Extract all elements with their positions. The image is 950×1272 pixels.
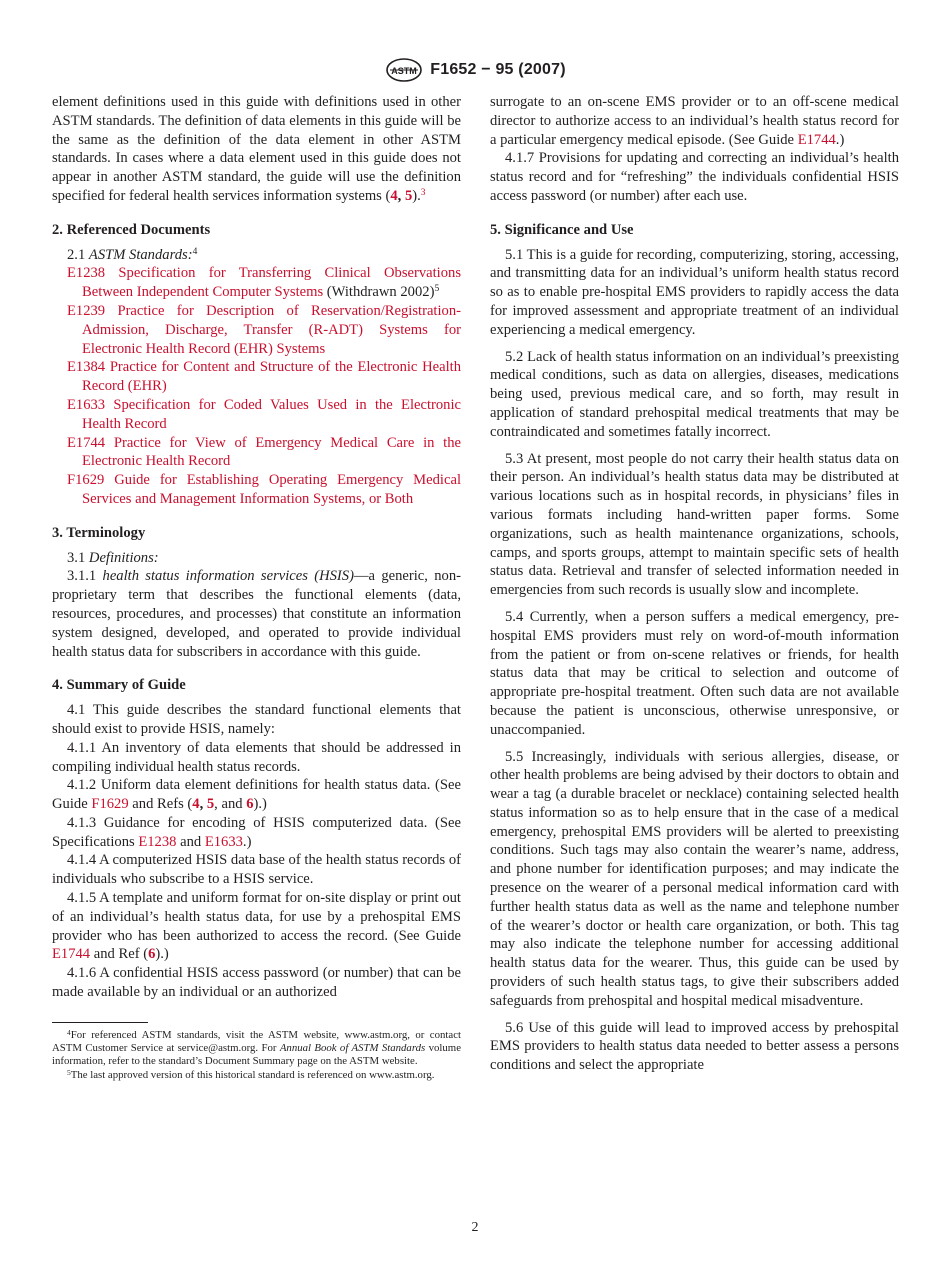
ref-list-item	[52, 396, 461, 434]
section-3-1: 3.1 Definitions:	[67, 549, 159, 566]
ref-list-item	[52, 434, 461, 472]
std-link-f1629[interactable]: F1629	[91, 796, 129, 813]
section-5-2: 5.2 Lack of health status information on an individual’s preexisting medical conditions, such as data on allergies, diseases, medications being used, previous medical care, and so forth, may result in application of standard prehospital medical treatments that may be contraindicated and sometimes fatally incorrect.	[490, 348, 899, 440]
ref-link-6[interactable]: 6	[148, 946, 156, 963]
std-link-e1744[interactable]: E1744	[797, 131, 836, 148]
ref-title-link[interactable]: Practice for Content and Structure of the Electronic Health Record (EHR)	[82, 359, 461, 395]
section-3-1-1: 3.1.1 health status information services (HSIS)—a generic, non-proprietary term that describes the functional elements (data, resources, procedures, and processes) that constitute an information system designed, developed, and operated to provide individual health status data for subscribers in accordance with this guide.	[52, 568, 461, 660]
left-column	[52, 93, 461, 1082]
ref-link-4[interactable]: 4	[390, 187, 398, 204]
ref-code-link[interactable]: E1384	[67, 359, 106, 376]
section-4-1-6: 4.1.6 A confidential HSIS access password (or number) that can be made available by an individual or an authorized	[52, 965, 461, 1001]
section-4-1-4: 4.1.4 A computerized HSIS data base of the health status records of individuals who subscribe to a HSIS service.	[52, 852, 461, 888]
standard-designation: F1652 − 95 (2007)	[430, 61, 566, 78]
section-5-3: 5.3 At present, most people do not carry their health status data on their person. An individual’s health status data may be distributed at various locations such as in hospital records, in physicians’ files in various formats including hand-written paper forms. Some organizations, such as health maintenance organizations, schools, camps, and sports groups, attempt to maintain specific sets of health status data. Retrieval and transfer of selected information needed in emergencies from such records is usually slow and incomplete.	[490, 450, 899, 599]
footnote-4: $^4$For referenced ASTM standards, visit the ASTM website, www.astm.org, or contact ASTM Customer Service at service@astm.org. For Annual Book of ASTM Standards volume information, refer to the standard’s Document Summary page on the ASTM website.	[52, 1027, 461, 1068]
ref-link-5[interactable]: 5	[206, 796, 215, 813]
ref-link-6[interactable]: 6	[246, 796, 254, 813]
ref-title-link[interactable]: Specification for Transferring Clinical Observations Between Independent Computer Systems	[82, 265, 461, 301]
ref-title-link[interactable]: Practice for View of Emergency Medical Care in the Electronic Health Record	[82, 434, 461, 470]
section-5-6: 5.6 Use of this guide will lead to improved access by prehospital EMS providers to health status data needed to better assess a persons conditions and select the appropriate	[490, 1019, 899, 1074]
page-header	[0, 56, 950, 89]
section-4-1-2: 4.1.2 Uniform data element definitions for health status data. (See Guide F1629 and Refs (4, 5, and 6).)	[52, 777, 461, 813]
std-link-e1633[interactable]: E1633	[204, 833, 243, 850]
ref-list-item	[52, 358, 461, 396]
ref-title-link[interactable]: Guide for Establishing Operating Emergency Medical Services and Management Information Systems, or Both	[82, 472, 461, 507]
std-link-e1744[interactable]: E1744	[52, 946, 91, 963]
right-column	[490, 93, 899, 1075]
ref-link-5[interactable]: 5	[404, 187, 413, 204]
section-3-heading: 3. Terminology	[52, 524, 146, 541]
section-4-heading: 4. Summary of Guide	[52, 677, 186, 694]
section-4-1-1: 4.1.1 An inventory of data elements that should be addressed in compiling individual health status records.	[52, 739, 461, 775]
ref-list-item	[52, 302, 461, 358]
ref-link-4[interactable]: 4	[192, 796, 200, 813]
page-number: 2	[471, 1220, 479, 1235]
section-5-4: 5.4 Currently, when a person suffers a medical emergency, pre-hospital EMS providers must rely on word-of-mouth information from the patient or from on-scene relatives or friends, for health status data that may be critical to selection and outcome of appropriate pre-hospital treatment. Often such data are not available because the patient is unconscious, otherwise unresponsive, or unaccompanied.	[490, 608, 899, 738]
ref-code-link[interactable]: E1744	[67, 434, 106, 451]
section-4-1-7: 4.1.7 Provisions for updating and correcting an individual’s health status record and for “refreshing” the individuals confidential HSIS access password (or number) after each use.	[490, 150, 899, 204]
ref-code-link[interactable]: F1629	[67, 472, 105, 489]
section-4-1: 4.1 This guide describes the standard functional elements that should exist to provide HSIS, namely:	[52, 702, 461, 737]
ref-list-item: E1238 Specification for Transferring Clinical Observations Between Independent Computer Systems (Withdrawn 2002)$^5$	[67, 265, 461, 301]
section-2-1: 2.1 ASTM Standards:$^4$	[67, 246, 198, 263]
astm-logo-icon	[384, 56, 424, 84]
section-4-1-3: 4.1.3 Guidance for encoding of HSIS computerized data. (See Specifications E1238 and E1633.)	[52, 814, 461, 850]
section-4-1-5: 4.1.5 A template and uniform format for on-site display or print out of an individual’s health status data, for use by a prehospital EMS provider who has been authorized to access the record. (See Guide E1744 and Ref (6).)	[52, 890, 461, 963]
ref-title-link[interactable]: Specification for Coded Values Used in the Electronic Health Record	[82, 396, 461, 432]
footnote-divider	[52, 1022, 148, 1023]
section-5-1: 5.1 This is a guide for recording, computerizing, storing, accessing, and transmitting data for an individual’s uniform health status record so as to enable pre-hospital EMS providers to rapidly access the data for improved assessment and appropriate treatment of an individual experiencing a medical emergency.	[490, 246, 899, 338]
ref-code-link[interactable]: E1633	[67, 396, 106, 413]
std-link-e1238[interactable]: E1238	[138, 833, 177, 850]
footnote-5: $^5$The last approved version of this historical standard is referenced on www.astm.org.	[67, 1067, 435, 1081]
section-2-heading: 2. Referenced Documents	[52, 221, 211, 238]
section-5-5: 5.5 Increasingly, individuals with serious allergies, disease, or other health problems are being advised by their doctors to obtain and wear a tag (a durable bracelet or necklace) containing selected health status information so as to help ensure that in the case of a medical emergency, prehospital EMS providers will be alerted to preexisting conditions. Such tags may also contain the wearer’s name, address, and phone number for identification purposes; and may indicate the presence on the wearer of a personal medical information card with further health status data as well as the name and telephone number of the wearer’s doctor or health care organization, or both. This tag may also indicate the telephone number for accessing additional health status data for the wearer. Thus, this guide can be used by providers of such health status tags, to give their subscribers added safeguards from prehospital and hospital medical misadventure.	[490, 748, 899, 1009]
section-5-heading: 5. Significance and Use	[490, 221, 634, 238]
intro-paragraph: element definitions used in this guide with definitions used in other ASTM standards. The definition of data elements in this guide will be the same as the definition of the data element in other ASTM standards. In cases where a data element used in this guide does not appear in another ASTM standard, the guide will use the definition specified for federal health services information systems (4, 5).$^3$	[52, 94, 461, 204]
ref-code-link[interactable]: E1238	[67, 265, 106, 282]
ref-code-link[interactable]: E1239	[67, 302, 106, 319]
section-4-1-6-continued: surrogate to an on-scene EMS provider or to an off-scene medical director to authorize access to an individual’s health status record for a particular emergency medical episode. (See Guide E1744.)	[490, 94, 899, 148]
footnote-ref-3[interactable]: 3	[420, 187, 426, 198]
svg-text:ASTM: ASTM	[391, 66, 417, 76]
ref-title-link[interactable]: Practice for Description of Reservation/Registration-Admission, Discharge, Transfer (R-ADT) Systems for Electronic Health Record (EHR) Systems	[82, 302, 461, 357]
ref-list-item	[52, 471, 461, 509]
